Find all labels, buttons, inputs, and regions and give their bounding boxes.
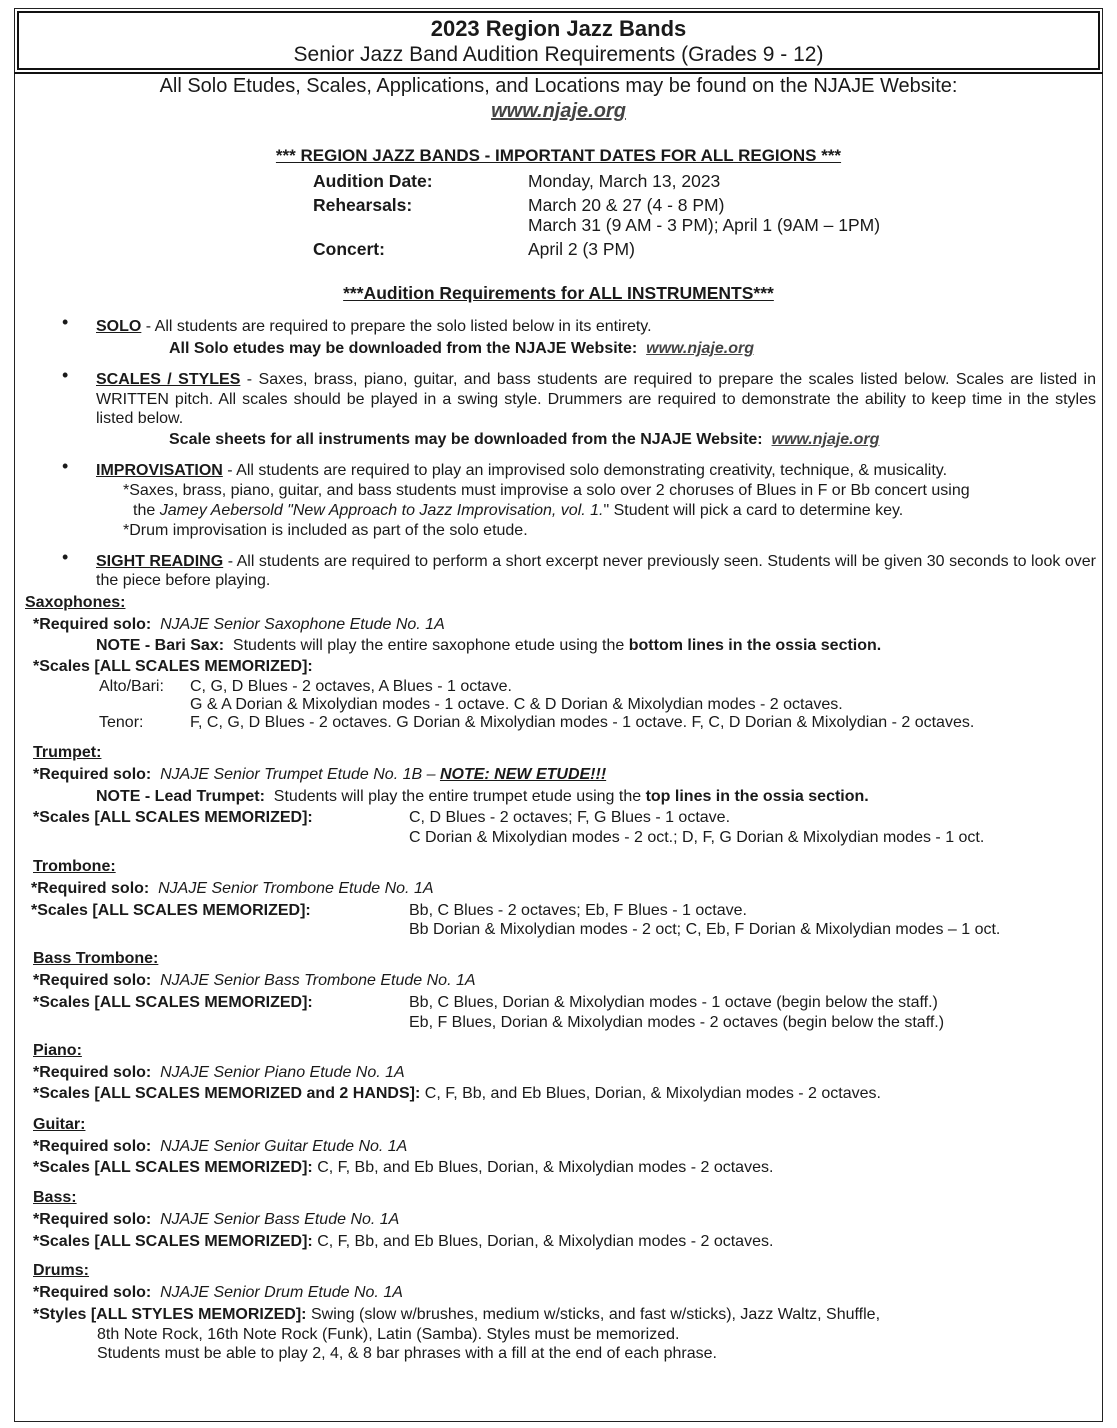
impro-label: IMPROVISATION <box>96 462 223 479</box>
solo-label: SOLO <box>96 318 142 335</box>
impro-line-4: *Drum improvisation is included as part of the solo etude. <box>123 522 528 539</box>
piano-scales-1: C, F, Bb, and Eb Blues, Dorian, & Mixolydian modes - 2 octaves. <box>420 1085 881 1102</box>
requirements-heading: ***Audition Requirements for ALL INSTRUMENTS*** <box>343 283 774 303</box>
piano-solo-label: *Required solo: <box>33 1064 152 1081</box>
concert-value: April 2 (3 PM) <box>528 239 635 259</box>
trumpet-solo-line <box>33 765 606 784</box>
trumpet-note-label: NOTE - Lead Trumpet: <box>96 788 265 805</box>
bullet-solo: • <box>62 312 69 332</box>
bass-trombone-scales-1: Bb, C Blues, Dorian & Mixolydian modes - 1 octave (begin below the staff.) <box>409 994 938 1011</box>
scales-note-line <box>169 430 879 449</box>
solo-text: - All students are required to prepare the solo listed below in its entirety. <box>141 318 652 335</box>
intro-website-line <box>14 100 1103 123</box>
sax-note-label: NOTE - Bari Sax: <box>96 637 225 654</box>
rehearsals-value-2: March 31 (9 AM - 3 PM); April 1 (9AM – 1PM) <box>528 215 881 235</box>
trombone-scales-1: Bb, C Blues - 2 octaves; Eb, F Blues - 1 octave. <box>409 902 747 919</box>
website-link[interactable]: www.njaje.org <box>491 100 626 122</box>
trumpet-scales-1: C, D Blues - 2 octaves; F, G Blues - 1 octave. <box>409 809 731 826</box>
bass-trombone-heading: Bass Trombone: <box>33 950 159 967</box>
sax-solo-line <box>33 615 445 634</box>
bass-trombone-solo-value: NJAJE Senior Bass Trombone Etude No. 1A <box>160 972 476 989</box>
scales-paragraph <box>96 370 1096 429</box>
bass-solo-line <box>33 1210 399 1229</box>
impro-line-3-post: " Student will pick a card to determine key. <box>603 502 904 519</box>
bass-scales-label: *Scales [ALL SCALES MEMORIZED]: <box>33 1233 313 1250</box>
drums-solo-line <box>33 1283 403 1302</box>
guitar-solo-line <box>33 1137 407 1156</box>
piano-solo-value: NJAJE Senior Piano Etude No. 1A <box>160 1064 405 1081</box>
bullet-scales: • <box>62 365 69 385</box>
sax-note-line <box>96 636 881 655</box>
drums-styles-label: *Styles [ALL STYLES MEMORIZED]: <box>33 1306 307 1323</box>
saxophones-heading: Saxophones: <box>25 594 126 611</box>
guitar-scales-line <box>33 1158 773 1177</box>
drums-styles-1: Swing (slow w/brushes, medium w/sticks, and fast w/sticks), Jazz Waltz, Shuffle, <box>306 1306 881 1323</box>
drums-heading: Drums: <box>33 1262 90 1279</box>
dates-heading: *** REGION JAZZ BANDS - IMPORTANT DATES FOR ALL REGIONS *** <box>275 146 842 165</box>
header-box <box>17 11 1100 70</box>
bass-solo-value: NJAJE Senior Bass Etude No. 1A <box>160 1211 400 1228</box>
guitar-scales-label: *Scales [ALL SCALES MEMORIZED]: <box>33 1159 313 1176</box>
altobari-label: Alto/Bari: <box>99 678 164 695</box>
tenor-label: Tenor: <box>99 714 144 731</box>
bass-solo-label: *Required solo: <box>33 1211 152 1228</box>
bass-trombone-solo-label: *Required solo: <box>33 972 152 989</box>
trombone-solo-value: NJAJE Senior Trombone Etude No. 1A <box>158 880 434 897</box>
guitar-scales-1: C, F, Bb, and Eb Blues, Dorian, & Mixolydian modes - 2 octaves. <box>312 1159 774 1176</box>
bass-scales-1: C, F, Bb, and Eb Blues, Dorian, & Mixolydian modes - 2 octaves. <box>312 1233 774 1250</box>
drums-styles-2: 8th Note Rock, 16th Note Rock (Funk), Latin (Samba). Styles must be memorized. <box>97 1326 680 1343</box>
impro-line <box>96 461 947 480</box>
bullet-improvisation: • <box>62 456 69 476</box>
page-title: 2023 Region Jazz Bands <box>430 16 687 41</box>
trombone-heading: Trombone: <box>33 858 116 875</box>
rehearsals-label: Rehearsals: <box>313 195 413 215</box>
altobari-scales-1: C, G, D Blues - 2 octaves, A Blues - 1 octave. <box>190 678 512 695</box>
trumpet-new-etude-note: NOTE: NEW ETUDE!!! <box>439 766 607 783</box>
trumpet-solo-value: NJAJE Senior Trumpet Etude No. 1B – <box>160 766 440 783</box>
trumpet-solo-label: *Required solo: <box>33 766 152 783</box>
solo-website-link[interactable]: www.njaje.org <box>646 340 754 357</box>
trumpet-scales-2: C Dorian & Mixolydian modes - 2 oct.; D, F, G Dorian & Mixolydian modes - 1 oct. <box>409 829 985 846</box>
impro-line-2: *Saxes, brass, piano, guitar, and bass students must improvise a solo over 2 choruses of Blues in F or Bb concert using <box>123 482 970 499</box>
sax-note-text: Students will play the entire saxophone etude using the <box>232 637 629 654</box>
impro-line-3 <box>133 501 903 520</box>
bullet-sight-reading: • <box>62 547 69 567</box>
concert-label: Concert: <box>313 239 385 259</box>
piano-scales-label: *Scales [ALL SCALES MEMORIZED and 2 HANDS]: <box>33 1085 421 1102</box>
drums-solo-label: *Required solo: <box>33 1284 152 1301</box>
piano-scales-line <box>33 1084 881 1103</box>
trombone-solo-line <box>31 879 434 898</box>
scales-label: SCALES / STYLES <box>96 371 241 388</box>
drums-solo-value: NJAJE Senior Drum Etude No. 1A <box>160 1284 403 1301</box>
trumpet-heading: Trumpet: <box>33 744 102 761</box>
intro-text: All Solo Etudes, Scales, Applications, and Locations may be found on the NJAJE Website: <box>159 75 958 97</box>
trombone-scales-label: *Scales [ALL SCALES MEMORIZED]: <box>31 902 311 919</box>
bass-trombone-scales-label: *Scales [ALL SCALES MEMORIZED]: <box>33 994 313 1011</box>
impro-text: - All students are required to play an improvised solo demonstrating creativity, technique, & musicality. <box>222 462 948 479</box>
guitar-heading: Guitar: <box>33 1116 86 1133</box>
trumpet-note-text: Students will play the entire trumpet etude using the <box>273 788 646 805</box>
bass-trombone-scales-2: Eb, F Blues, Dorian & Mixolydian modes - 2 octaves (begin below the staff.) <box>409 1014 945 1031</box>
trumpet-note-line <box>96 787 869 806</box>
guitar-solo-label: *Required solo: <box>33 1138 152 1155</box>
scales-website-link[interactable]: www.njaje.org <box>771 431 880 448</box>
drums-styles-line <box>33 1305 880 1324</box>
tenor-scales-1: F, C, G, D Blues - 2 octaves. G Dorian & Mixolydian modes - 1 octave. F, C, D Dorian & Mixolydian - 2 octaves. <box>190 714 975 731</box>
bass-heading: Bass: <box>33 1189 77 1206</box>
audition-date-label: Audition Date: <box>313 171 433 191</box>
scales-note: Scale sheets for all instruments may be downloaded from the NJAJE Website: <box>169 431 763 448</box>
sight-label: SIGHT READING <box>96 553 224 570</box>
rehearsals-value-1: March 20 & 27 (4 - 8 PM) <box>528 195 725 215</box>
trombone-scales-2: Bb Dorian & Mixolydian modes - 2 oct; C, Eb, F Dorian & Mixolydian modes – 1 oct. <box>409 921 1001 938</box>
scales-text: - Saxes, brass, piano, guitar, and bass students are required to prepare the scales listed below. Scales are listed in WRITTEN pitch. All scales should be played in a swing style. Drummers are required to demonstrate the ability to keep time in the styles listed below. <box>96 371 1096 427</box>
aebersold-title: Jamey Aebersold "New Approach to Jazz Improvisation, vol. 1. <box>159 502 604 519</box>
solo-line <box>96 317 652 336</box>
bass-scales-line <box>33 1232 773 1251</box>
piano-solo-line <box>33 1063 405 1082</box>
guitar-solo-value: NJAJE Senior Guitar Etude No. 1A <box>160 1138 408 1155</box>
drums-styles-3: Students must be able to play 2, 4, & 8 bar phrases with a fill at the end of each phrase. <box>97 1345 717 1362</box>
page-subtitle: Senior Jazz Band Audition Requirements (Grades 9 - 12) <box>293 43 824 66</box>
solo-note-line <box>169 339 754 358</box>
sax-scales-label: *Scales [ALL SCALES MEMORIZED]: <box>33 658 313 675</box>
impro-line-3-pre: the <box>133 502 160 519</box>
bass-trombone-solo-line <box>33 971 476 990</box>
sax-solo-label: *Required solo: <box>33 616 152 633</box>
altobari-scales-2: G & A Dorian & Mixolydian modes - 1 octave. C & D Dorian & Mixolydian modes - 2 octaves. <box>190 696 843 713</box>
trombone-solo-label: *Required solo: <box>31 880 150 897</box>
solo-note: All Solo etudes may be downloaded from the NJAJE Website: <box>169 340 638 357</box>
trumpet-note-bold: top lines in the ossia section. <box>645 788 869 805</box>
sight-text: - All students are required to perform a short excerpt never previously seen. Students will be given 30 seconds to look over the piece before playing. <box>96 553 1096 589</box>
sax-solo-value: NJAJE Senior Saxophone Etude No. 1A <box>160 616 445 633</box>
piano-heading: Piano: <box>33 1042 82 1059</box>
sight-paragraph <box>96 552 1096 590</box>
trumpet-scales-label: *Scales [ALL SCALES MEMORIZED]: <box>33 809 313 826</box>
audition-date-value: Monday, March 13, 2023 <box>528 171 721 191</box>
sax-note-bold: bottom lines in the ossia section. <box>628 637 882 654</box>
